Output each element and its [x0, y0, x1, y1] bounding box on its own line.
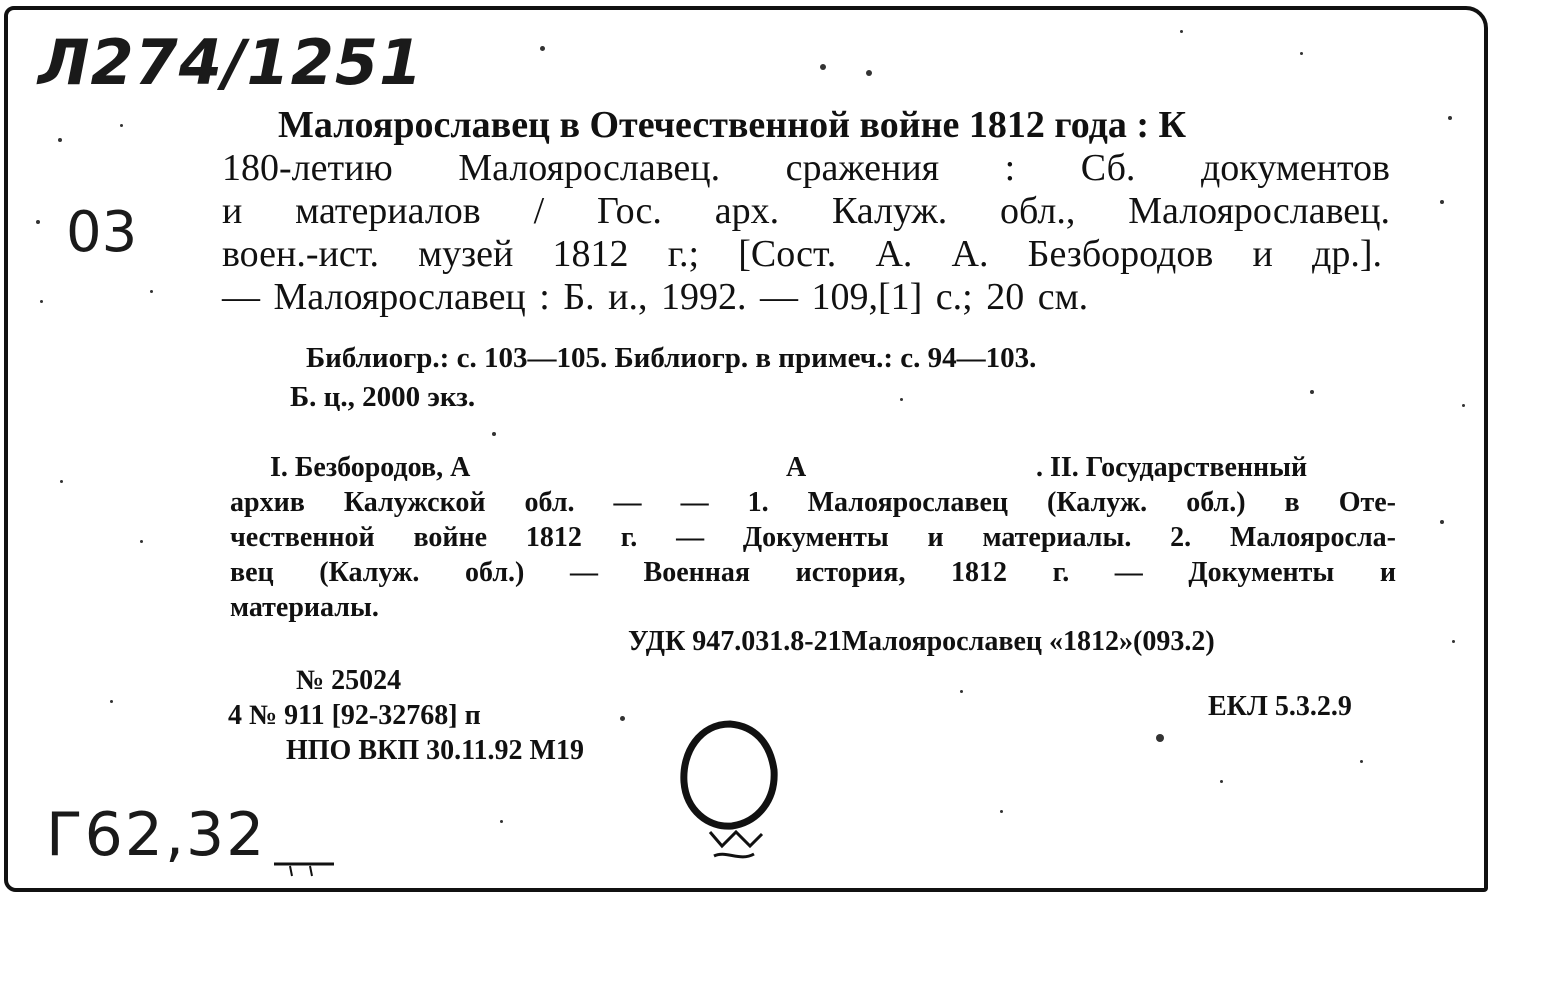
tracing-line-1c: . II. Государственный: [1036, 452, 1308, 483]
tracing-line-5: материалы.: [230, 592, 379, 623]
registry-number: № 25024: [296, 665, 402, 696]
shelf-code-underline: [270, 856, 340, 880]
title-line-1: Малоярославец в Отечественной войне 1812 года : К: [278, 104, 1187, 146]
card-punch-ring: [670, 712, 790, 872]
npo-line: НПО ВКП 30.11.92 М19: [286, 735, 584, 766]
tracing-line-4: вец (Калуж. обл.) — Военная история, 1812 г. — Документы и: [230, 557, 1396, 588]
title-line-4: воен.-ист. музей 1812 г.; [Сост. А. А. Безбородов и др.].: [222, 233, 1382, 275]
tracing-line-2: архив Калужской обл. — — 1. Малоярославец (Калуж. обл.) в Оте-: [230, 487, 1396, 518]
price-run-note: Б. ц., 2000 экз.: [290, 381, 476, 413]
ekl-code: ЕКЛ 5.3.2.9: [1208, 691, 1352, 722]
title-line-5: — Малоярославец : Б. и., 1992. — 109,[1] с.; 20 см.: [222, 276, 1089, 318]
handwritten-mark: 03: [66, 200, 138, 265]
shelf-code: Г62,32: [46, 800, 267, 870]
tracing-line-1a: I. Безбородов, А: [270, 452, 471, 483]
udc-code: УДК 947.031.8-21Малоярославец «1812»(093.2): [628, 626, 1215, 657]
tracing-line-3: чественной войне 1812 г. — Документы и материалы. 2. Малояросла-: [230, 522, 1396, 553]
title-line-3: и материалов / Гос. арх. Калуж. обл., Малоярославец.: [222, 190, 1390, 232]
title-line-2: 180-летию Малоярославец. сражения : Сб. документов: [222, 147, 1390, 189]
inventory-number: Л274/1251: [38, 26, 424, 99]
order-number: 4 № 911 [92-32768] п: [228, 700, 481, 731]
bibliography-note: Библиогр.: с. 103—105. Библиогр. в примеч.: с. 94—103.: [306, 342, 1037, 374]
tracing-line-1b: А: [786, 452, 807, 483]
